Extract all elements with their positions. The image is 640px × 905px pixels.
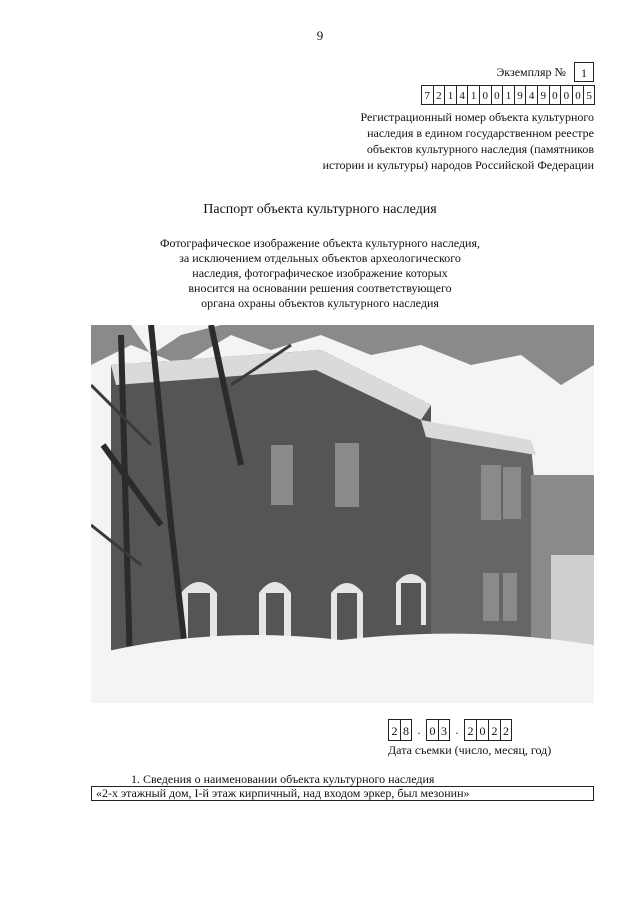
reg-digit: 0	[572, 85, 584, 105]
registration-caption-line: объектов культурного наследия (памятников	[366, 142, 594, 156]
date-separator: .	[455, 722, 459, 737]
date-separator: .	[417, 722, 421, 737]
reg-digit: 2	[433, 85, 445, 105]
photo-arch-window-glass	[401, 583, 421, 625]
reg-digit: 1	[502, 85, 514, 105]
date-month-group	[426, 719, 450, 741]
copy-label: Экземпляр №	[496, 64, 566, 79]
copy-number-row	[496, 62, 594, 82]
photo-window	[503, 467, 521, 519]
photo-caption-line: наследия, фотографическое изображение которых	[192, 266, 448, 280]
photo-snow-ground	[91, 634, 594, 703]
photo-caption-line: Фотографическое изображение объекта культурного наследия,	[160, 236, 480, 250]
registration-caption-line: наследия в едином государственном реестре	[367, 126, 594, 140]
shooting-date-boxes	[388, 719, 512, 741]
date-day-group	[388, 719, 412, 741]
date-digit: 0	[426, 719, 438, 741]
date-digit: 2	[464, 719, 476, 741]
photo-caption-line: за исключением отдельных объектов археологического	[179, 251, 461, 265]
reg-digit: 0	[560, 85, 572, 105]
reg-digit: 1	[444, 85, 456, 105]
date-digit: 2	[388, 719, 400, 741]
photo-window	[503, 573, 517, 621]
reg-digit: 5	[583, 85, 595, 105]
date-digit: 8	[400, 719, 412, 741]
date-digit: 2	[500, 719, 512, 741]
date-year-group	[464, 719, 512, 741]
photo-window	[481, 465, 501, 520]
page-number: 9	[316, 28, 324, 43]
copy-number-box: 1	[574, 62, 594, 82]
date-digit: 2	[488, 719, 500, 741]
photo-arch-window-glass	[337, 593, 357, 645]
date-digit: 3	[438, 719, 450, 741]
section-1-value: «2-х этажный дом, I-й этаж кирпичный, над входом эркер, был мезонин»	[91, 786, 594, 801]
photo-window	[483, 573, 499, 621]
date-digit: 0	[476, 719, 488, 741]
registration-caption	[254, 109, 594, 173]
reg-digit: 9	[537, 85, 549, 105]
registration-number-boxes	[421, 85, 595, 105]
photo-caption	[120, 236, 520, 311]
reg-digit: 1	[467, 85, 479, 105]
reg-digit: 4	[525, 85, 537, 105]
reg-digit: 0	[549, 85, 561, 105]
reg-digit: 0	[479, 85, 491, 105]
document-title: Паспорт объекта культурного наследия	[203, 202, 437, 217]
registration-caption-line: истории и культуры) народов Российской Федерации	[322, 158, 594, 172]
photo-window	[271, 445, 293, 505]
date-caption: Дата съемки (число, месяц, год)	[388, 743, 552, 757]
registration-caption-line: Регистрационный номер объекта культурного	[360, 110, 594, 124]
reg-digit: 9	[514, 85, 526, 105]
building-photo	[91, 325, 594, 703]
reg-digit: 4	[456, 85, 468, 105]
section-1-title: 1. Сведения о наименовании объекта культурного наследия	[131, 772, 435, 786]
photo-caption-line: вносится на основании решения соответствующего	[188, 281, 452, 295]
photo-caption-line: органа охраны объектов культурного наследия	[201, 296, 439, 310]
reg-digit: 7	[421, 85, 433, 105]
photo-window	[335, 443, 359, 507]
reg-digit: 0	[491, 85, 503, 105]
